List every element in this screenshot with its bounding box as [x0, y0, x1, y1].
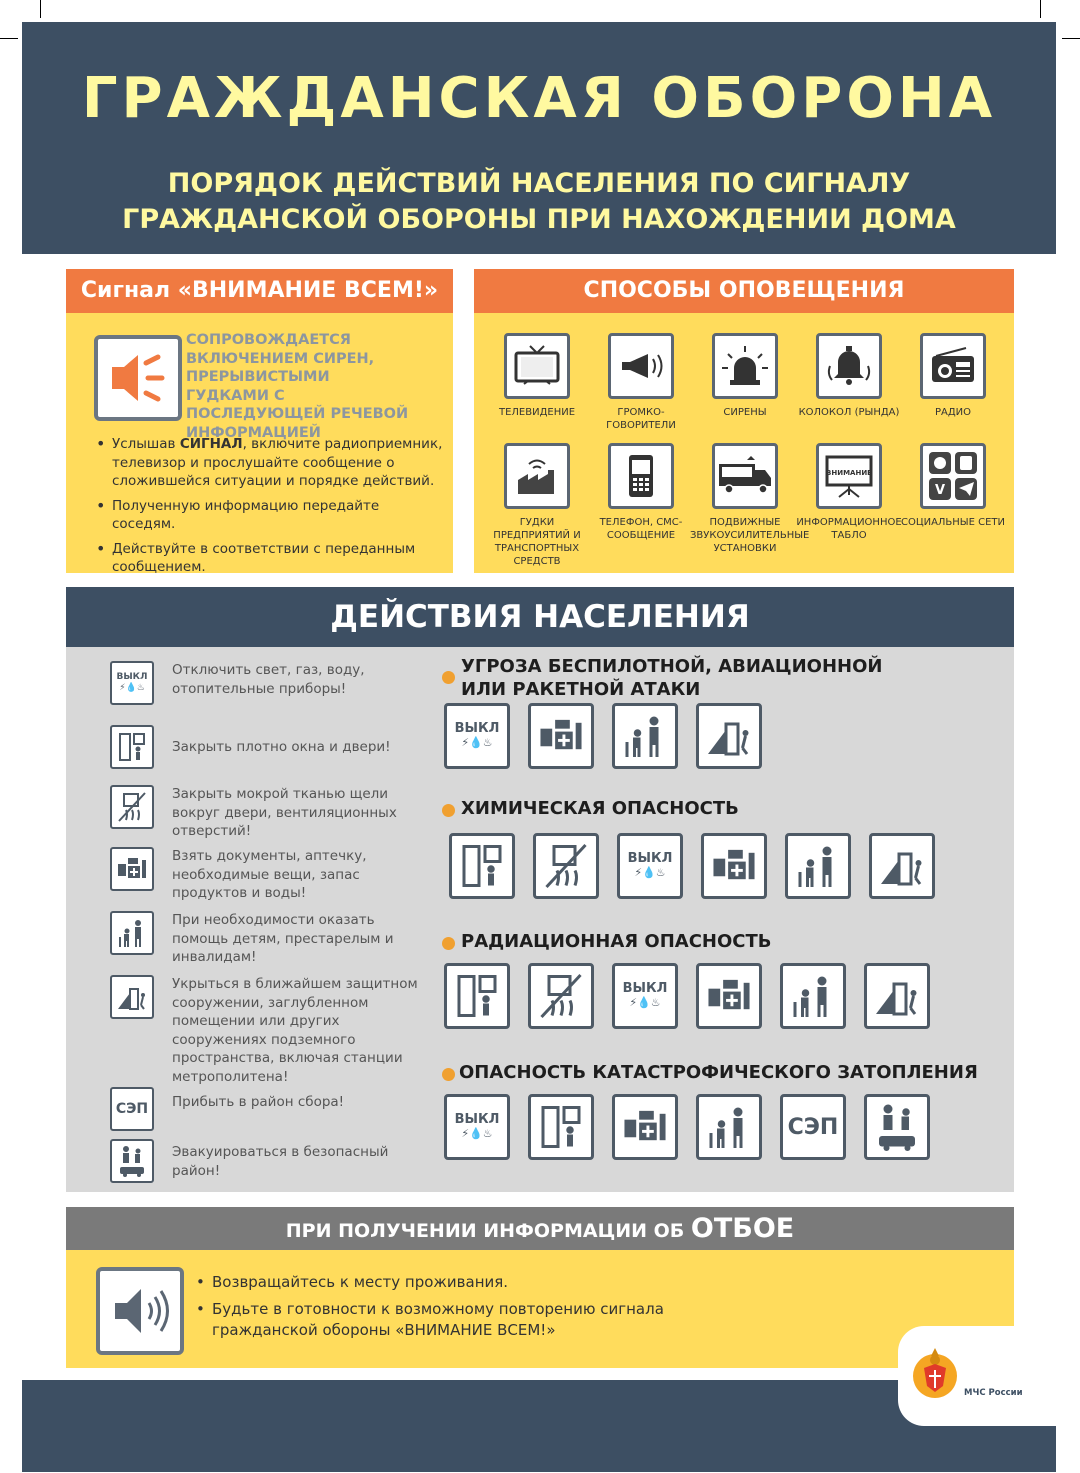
help-people-icon — [785, 833, 851, 899]
notify-item-truck — [690, 443, 810, 555]
crop-mark — [1040, 0, 1041, 18]
assembly-point-icon: СЭП — [780, 1094, 846, 1160]
notify-label: РАДИО — [934, 407, 972, 418]
truck-icon — [712, 443, 778, 509]
siren-icon — [712, 333, 778, 399]
tv-icon — [504, 333, 570, 399]
emercom-emblem-icon — [910, 1342, 960, 1404]
page-title: ГРАЖДАНСКАЯ ОБОРОНА — [81, 66, 997, 131]
social-icon — [920, 443, 986, 509]
actions-panel: ВЫКЛ ⚡💧♨ Отключить свет, газ, воду, отопительные приборы! Закрыть плотно окна и двери! Закрыть мокрой тканью щели вокруг двери, вентиляционных отверстий! Взять документы, аптечку, необходимые вещи, запас продуктов и воды! При необходимости оказать помощь детям, престарелым и инвалидам! Укрыться в ближайшем защитном сооружении, заглубленном помещении или других сооружениях подземного пространства, включая станции метрополитена! СЭП Прибыть в район сбора! Эвакуироваться в безопасный район! УГРОЗА БЕСПИЛОТНОЙ, АВИАЦИОННОЙ ИЛИ РАКЕТНОЙ АТАКИ ВЫКЛ ⚡💧♨ ХИМИЧЕСКАЯ ОПАСНОСТЬ ВЫКЛ ⚡💧♨ РАДИАЦИОННАЯ ОПАСНОСТЬ ВЫКЛ ⚡💧♨ ОПАСНОСТЬ КАТАСТРОФИЧЕСКОГО ЗАТОПЛЕНИЯ ВЫКЛ ⚡💧♨ СЭП — [66, 647, 1014, 1192]
notify-label: ГРОМКО- ГОВОРИТЕЛИ — [606, 407, 676, 431]
close-windows-icon — [528, 1094, 594, 1160]
logo-card — [898, 1326, 1058, 1426]
notify-label: ТЕЛЕФОН, СМС-СООБЩЕНИЕ — [599, 517, 683, 541]
signal-panel — [66, 313, 453, 573]
otboe-heading: ПРИ ПОЛУЧЕНИИ ИНФОРМАЦИИ ОБ ОТБОЕ — [66, 1207, 1014, 1250]
power-off-icon: ВЫКЛ ⚡💧♨ — [110, 661, 154, 705]
documents-kit-icon — [528, 703, 594, 769]
power-off-icon: ВЫКЛ ⚡💧♨ — [617, 833, 683, 899]
notify-item-loudspeaker — [586, 333, 696, 432]
svg-text:V: V — [934, 483, 946, 498]
siren-speaker-box — [94, 335, 182, 421]
phone-icon — [608, 443, 674, 509]
close-windows-icon — [110, 725, 154, 769]
notify-label: ИНФОРМАЦИОННОЕ ТАБЛО — [796, 517, 902, 541]
list-item: • Возвращайтесь к месту проживания. — [194, 1272, 694, 1293]
factory-icon — [504, 443, 570, 509]
speaker-icon — [96, 1267, 184, 1355]
list-item: • Будьте в готовности к возможному повторению сигнала гражданской обороны «ВНИМАНИЕ ВСЕМ!» — [194, 1299, 694, 1341]
power-off-icon: ВЫКЛ ⚡💧♨ — [444, 1094, 510, 1160]
crop-mark — [0, 38, 18, 39]
shelter-icon — [696, 703, 762, 769]
notify-item-social — [898, 443, 1008, 529]
notify-item-radio — [898, 333, 1008, 419]
power-off-icon: ВЫКЛ ⚡💧♨ — [612, 963, 678, 1029]
loudspeaker-icon — [608, 333, 674, 399]
help-people-icon — [780, 963, 846, 1029]
threat-title-flood: ОПАСНОСТЬ КАТАСТРОФИЧЕСКОГО ЗАТОПЛЕНИЯ — [459, 1062, 978, 1083]
shelter-icon — [864, 963, 930, 1029]
signal-instructions — [94, 435, 444, 583]
notify-label: ПОДВИЖНЫЕ ЗВУКОУСИЛИТЕЛЬНЫЕ УСТАНОВКИ — [690, 517, 810, 554]
notify-item-bell — [794, 333, 904, 419]
subtitle-line-2: ГРАЖДАНСКОЙ ОБОРОНЫ ПРИ НАХОЖДЕНИИ ДОМА — [122, 204, 956, 235]
notify-label: ГУДКИ ПРЕДПРИЯТИЙ И ТРАНСПОРТНЫХ СРЕДСТВ — [493, 517, 581, 567]
notify-item-siren — [690, 333, 800, 419]
logo-text: МЧС России — [964, 1388, 1023, 1398]
threat-title-chemical: ХИМИЧЕСКАЯ ОПАСНОСТЬ — [461, 798, 739, 819]
shelter-icon — [110, 975, 154, 1019]
close-windows-icon — [449, 833, 515, 899]
evacuation-icon — [110, 1139, 154, 1183]
close-windows-icon — [444, 963, 510, 1029]
help-people-icon — [612, 703, 678, 769]
notify-item-phone — [586, 443, 696, 542]
crop-mark — [1062, 38, 1080, 39]
signal-heading: Сигнал «ВНИМАНИЕ ВСЕМ!» — [66, 269, 453, 313]
crop-mark — [40, 0, 41, 18]
otboe-panel — [66, 1250, 1014, 1368]
speaker-siren-icon — [98, 339, 178, 417]
notify-item-board — [794, 443, 904, 542]
bullet-dot — [442, 804, 455, 817]
threat-title-attack: УГРОЗА БЕСПИЛОТНОЙ, АВИАЦИОННОЙ ИЛИ РАКЕТНОЙ АТАКИ — [461, 656, 883, 700]
list-item: • Действуйте в соответствии с переданным сообщением. — [94, 540, 444, 577]
list-item: • Услышав СИГНАЛ, включите радиоприемник, телевизор и прослушайте сообщение о сложившейся ситуации и порядке действий. — [94, 435, 444, 491]
documents-kit-icon — [701, 833, 767, 899]
list-item: • Полученную информацию передайте соседям. — [94, 497, 444, 534]
power-off-icon: ВЫКЛ ⚡💧♨ — [444, 703, 510, 769]
svg-text:ВНИМАНИЕ: ВНИМАНИЕ — [826, 469, 872, 477]
seal-gaps-icon — [110, 785, 154, 829]
bell-icon — [816, 333, 882, 399]
subtitle-line-1: ПОРЯДОК ДЕЙСТВИЙ НАСЕЛЕНИЯ ПО СИГНАЛУ — [167, 168, 911, 199]
bullet-dot — [442, 1068, 455, 1081]
help-people-icon — [110, 911, 154, 955]
signal-description: СОПРОВОЖДАЕТСЯ ВКЛЮЧЕНИЕМ СИРЕН, ПРЕРЫВИСТЫМИ ГУДКАМИ С ПОСЛЕДУЮЩЕЙ РЕЧЕВОЙ ИНФОРМАЦИЕЙ — [186, 332, 409, 441]
notify-label: ТЕЛЕВИДЕНИЕ — [498, 407, 576, 418]
notify-item-factory — [482, 443, 592, 568]
otboe-instructions — [194, 1272, 694, 1347]
header — [22, 22, 1056, 254]
notify-panel — [474, 313, 1014, 573]
notify-heading: СПОСОБЫ ОПОВЕЩЕНИЯ — [474, 269, 1014, 313]
seal-gaps-icon — [533, 833, 599, 899]
notify-label: КОЛОКОЛ (РЫНДА) — [798, 407, 900, 418]
seal-gaps-icon — [528, 963, 594, 1029]
documents-kit-icon — [110, 847, 154, 891]
radio-icon — [920, 333, 986, 399]
documents-kit-icon — [696, 963, 762, 1029]
threat-title-radiation: РАДИАЦИОННАЯ ОПАСНОСТЬ — [461, 931, 772, 952]
assembly-point-icon: СЭП — [110, 1087, 154, 1131]
board-icon — [816, 443, 882, 509]
page-subtitle — [22, 166, 1056, 238]
documents-kit-icon — [612, 1094, 678, 1160]
shelter-icon — [869, 833, 935, 899]
notify-label: СОЦИАЛЬНЫЕ СЕТИ — [900, 517, 1006, 528]
evacuation-icon — [864, 1094, 930, 1160]
help-people-icon — [696, 1094, 762, 1160]
notify-item-tv — [482, 333, 592, 419]
bullet-dot — [442, 937, 455, 950]
bullet-dot — [442, 671, 455, 684]
actions-heading: ДЕЙСТВИЯ НАСЕЛЕНИЯ — [66, 587, 1014, 647]
notify-label: СИРЕНЫ — [723, 407, 767, 418]
